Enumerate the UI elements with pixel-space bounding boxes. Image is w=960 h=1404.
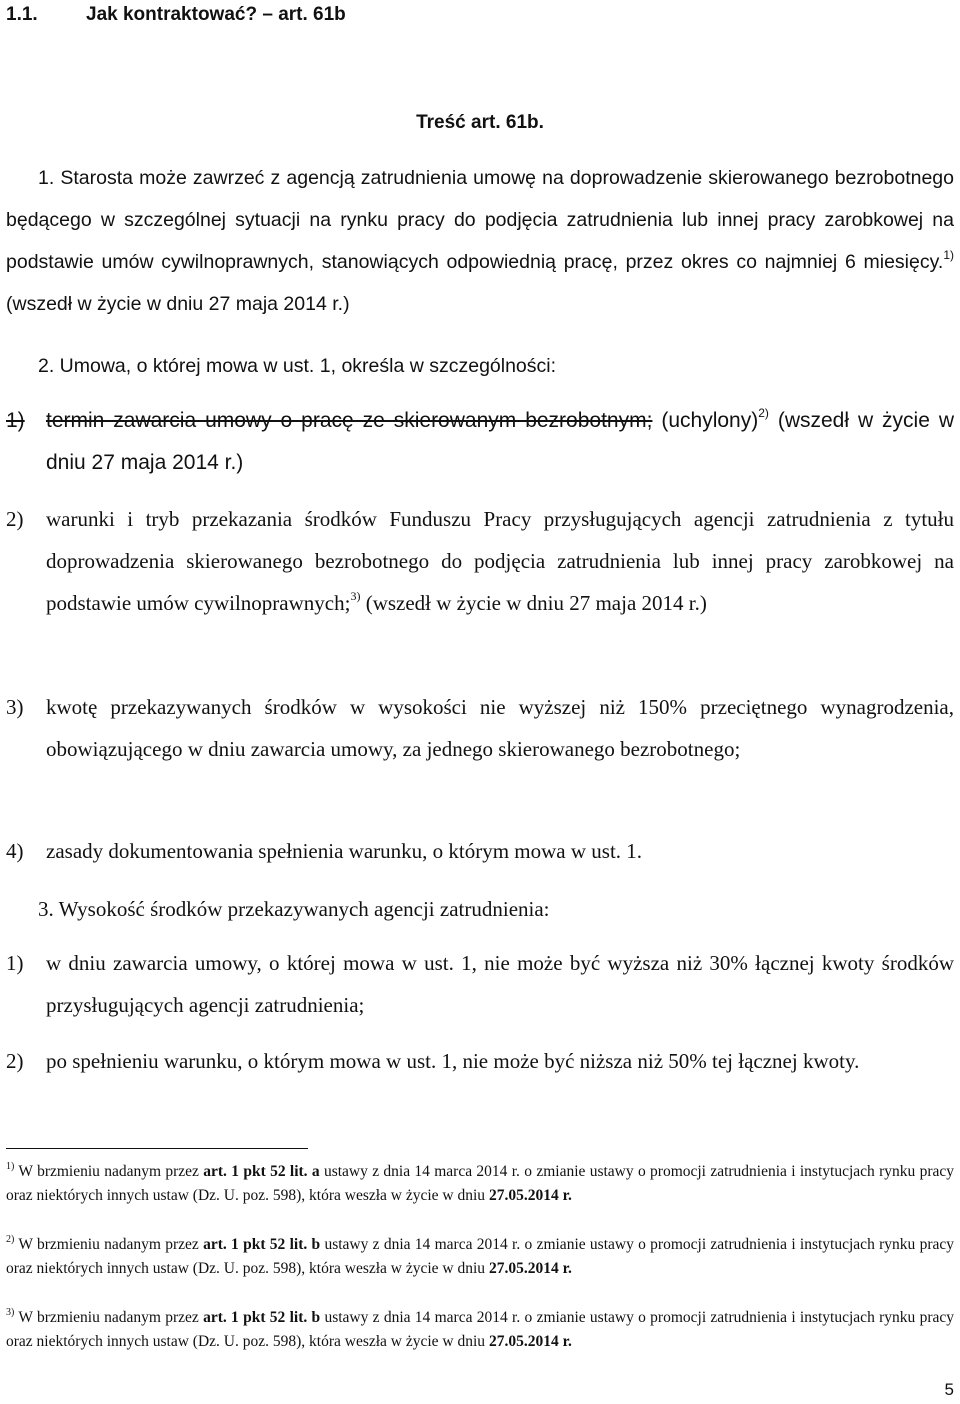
list-item: [6, 498, 954, 624]
paragraph-1-text: Starosta może zawrzeć z agencją zatrudnienia umowę na doprowadzenie skierowanego bezrobotnego będącego w szczególnej sytuacji na rynku pracy do podjęcia zatrudnienia lub innej pracy zarobkowej na podstawie umów cywilnoprawnych, stanowiących odpowiednią pracę, przez okres co najmniej 6 miesięcy.: [6, 167, 954, 273]
paragraph-1-lead: 1.: [38, 167, 61, 189]
footnote: [6, 1160, 954, 1208]
footnote-separator: [6, 1148, 308, 1149]
list-item-note: (wszedł w życie w dniu 27 maja 2014 r.): [46, 409, 955, 474]
list-item-text: kwotę przekazywanych środków w wysokości nie wyższej niż 150% przeciętnego wynagrodzenia, obowiązującego w dniu zawarcia umowy, za jednego skierowanego bezrobotnego;: [46, 695, 954, 761]
struck-text: termin zawarcia umowy o pracę ze skierowanym bezrobotnym;: [46, 409, 653, 432]
list-item-text: po spełnieniu warunku, o którym mowa w ust. 1, nie może być niższa niż 50% tej łącznej kwoty.: [46, 1049, 860, 1073]
footnote-text: W brzmieniu nadanym przez: [14, 1236, 204, 1253]
article-subheading: Treść art. 61b.: [416, 112, 544, 133]
list-item-marker: 4): [6, 839, 24, 863]
footnote-ref-3[interactable]: 3): [350, 589, 361, 603]
section-heading: [6, 2, 346, 28]
footnote-date: 27.05.2014 r.: [488, 1333, 572, 1350]
section-number: 1.1.: [6, 4, 38, 25]
footnote: [6, 1306, 954, 1354]
section-title: Jak kontraktować? – art. 61b: [86, 4, 346, 25]
list-item-marker: 3): [6, 695, 24, 719]
footnote: [6, 1233, 954, 1281]
footnote-citation: art. 1 pkt 52 lit. b: [203, 1236, 321, 1253]
list-item-marker: 2): [6, 507, 24, 531]
page-number: 5: [944, 1380, 954, 1399]
footnote-marker: 3): [6, 1306, 15, 1318]
paragraph-1: [6, 157, 954, 325]
list-item-marker: 1): [6, 951, 24, 975]
footnote-date: 27.05.2014 r.: [488, 1260, 572, 1277]
footnote-text: ustawy z dnia 14 marca 2014 r. o zmianie ustawy o promocji zatrudnienia i instytucjach rynku pracy oraz niektórych innych ustaw (Dz. U. poz. 598), która weszła w życie w dniu: [6, 1236, 954, 1277]
list-item-text: zasady dokumentowania spełnienia warunku, o którym mowa w ust. 1.: [46, 839, 643, 863]
footnote-date: 27.05.2014 r.: [488, 1187, 572, 1204]
footnote-marker: 1): [6, 1160, 15, 1172]
list-item-text: w dniu zawarcia umowy, o której mowa w ust. 1, nie może być wyższa niż 30% łącznej kwoty środków przysługujących agencji zatrudnienia;: [46, 951, 954, 1017]
footnote-text: ustawy z dnia 14 marca 2014 r. o zmianie ustawy o promocji zatrudnienia i instytucjach rynku pracy oraz niektórych innych ustaw (Dz. U. poz. 598), która weszła w życie w dniu: [6, 1309, 954, 1350]
footnote-citation: art. 1 pkt 52 lit. b: [203, 1309, 321, 1326]
footnote-text: W brzmieniu nadanym przez: [14, 1163, 204, 1180]
paragraph-3: 3. Wysokość środków przekazywanych agencji zatrudnienia:: [38, 897, 550, 921]
list-item-marker: 2): [6, 1049, 24, 1073]
list-item: [6, 400, 954, 484]
list-item-text: warunki i tryb przekazania środków Funduszu Pracy przysługujących agencji zatrudnienia z tytułu doprowadzenia skierowanego bezrobotnego do podjęcia zatrudnienia lub innej pracy zarobkowej na podstawie umów cywilnoprawnych;: [46, 507, 954, 615]
list-item: [6, 830, 954, 872]
footnote-marker: 2): [6, 1233, 15, 1245]
footnote-ref-2[interactable]: 2): [758, 406, 769, 420]
list-item-note: (wszedł w życie w dniu 27 maja 2014 r.): [360, 591, 707, 615]
paragraph-1-note: (wszedł w życie w dniu 27 maja 2014 r.): [6, 293, 350, 315]
footnote-ref-1[interactable]: 1): [943, 247, 954, 262]
list-item: [6, 686, 954, 770]
list-item-marker: 1): [6, 409, 25, 432]
footnote-text: ustawy z dnia 14 marca 2014 r. o zmianie ustawy o promocji zatrudnienia i instytucjach rynku pracy oraz niektórych innych ustaw (Dz. U. poz. 598), która weszła w życie w dniu: [6, 1163, 955, 1204]
list-item-text: (uchylony): [652, 409, 759, 432]
paragraph-2: 2. Umowa, o której mowa w ust. 1, określa w szczególności:: [38, 355, 557, 377]
footnote-citation: art. 1 pkt 52 lit. a: [203, 1163, 320, 1180]
list-item: [6, 942, 954, 1026]
footnote-text: W brzmieniu nadanym przez: [14, 1309, 204, 1326]
list-item: [6, 1040, 954, 1082]
